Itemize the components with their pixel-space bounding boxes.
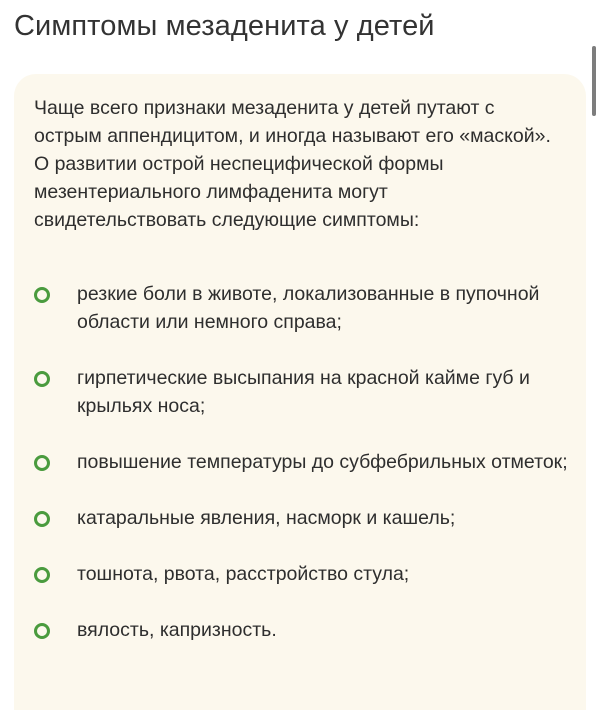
intro-paragraph: Чаще всего признаки мезаденита у детей путают с острым аппендицитом, и иногда называют его «маской». О развитии острой неспецифической формы мезентериального лимфаденита могут свидетельствовать следующие симптомы:	[34, 97, 551, 231]
list-item	[14, 560, 586, 588]
hollow-circle-bullet-icon	[34, 455, 50, 471]
list-item-text: гирпетические высыпания на красной кайме губ и крыльях носа;	[77, 367, 530, 417]
list-item-text: тошнота, рвота, расстройство стула;	[77, 563, 410, 585]
hollow-circle-bullet-icon	[34, 623, 50, 639]
symptoms-card	[14, 74, 586, 710]
hollow-circle-bullet-icon	[34, 511, 50, 527]
list-item-text: вялость, капризность.	[77, 619, 277, 641]
list-item-text: резкие боли в животе, локализованные в пупочной области или немного справа;	[77, 283, 540, 333]
list-item	[14, 504, 586, 532]
scrollbar[interactable]	[592, 46, 596, 116]
page-title: Симптомы мезаденита у детей	[14, 10, 435, 42]
symptoms-list	[14, 280, 586, 644]
list-item	[14, 280, 586, 336]
hollow-circle-bullet-icon	[34, 287, 50, 303]
list-item	[14, 364, 586, 420]
hollow-circle-bullet-icon	[34, 567, 50, 583]
hollow-circle-bullet-icon	[34, 371, 50, 387]
list-item	[14, 616, 586, 644]
list-item-text: катаральные явления, насморк и кашель;	[77, 507, 456, 529]
list-item	[14, 448, 586, 476]
list-item-text: повышение температуры до субфебрильных отметок;	[77, 451, 568, 473]
